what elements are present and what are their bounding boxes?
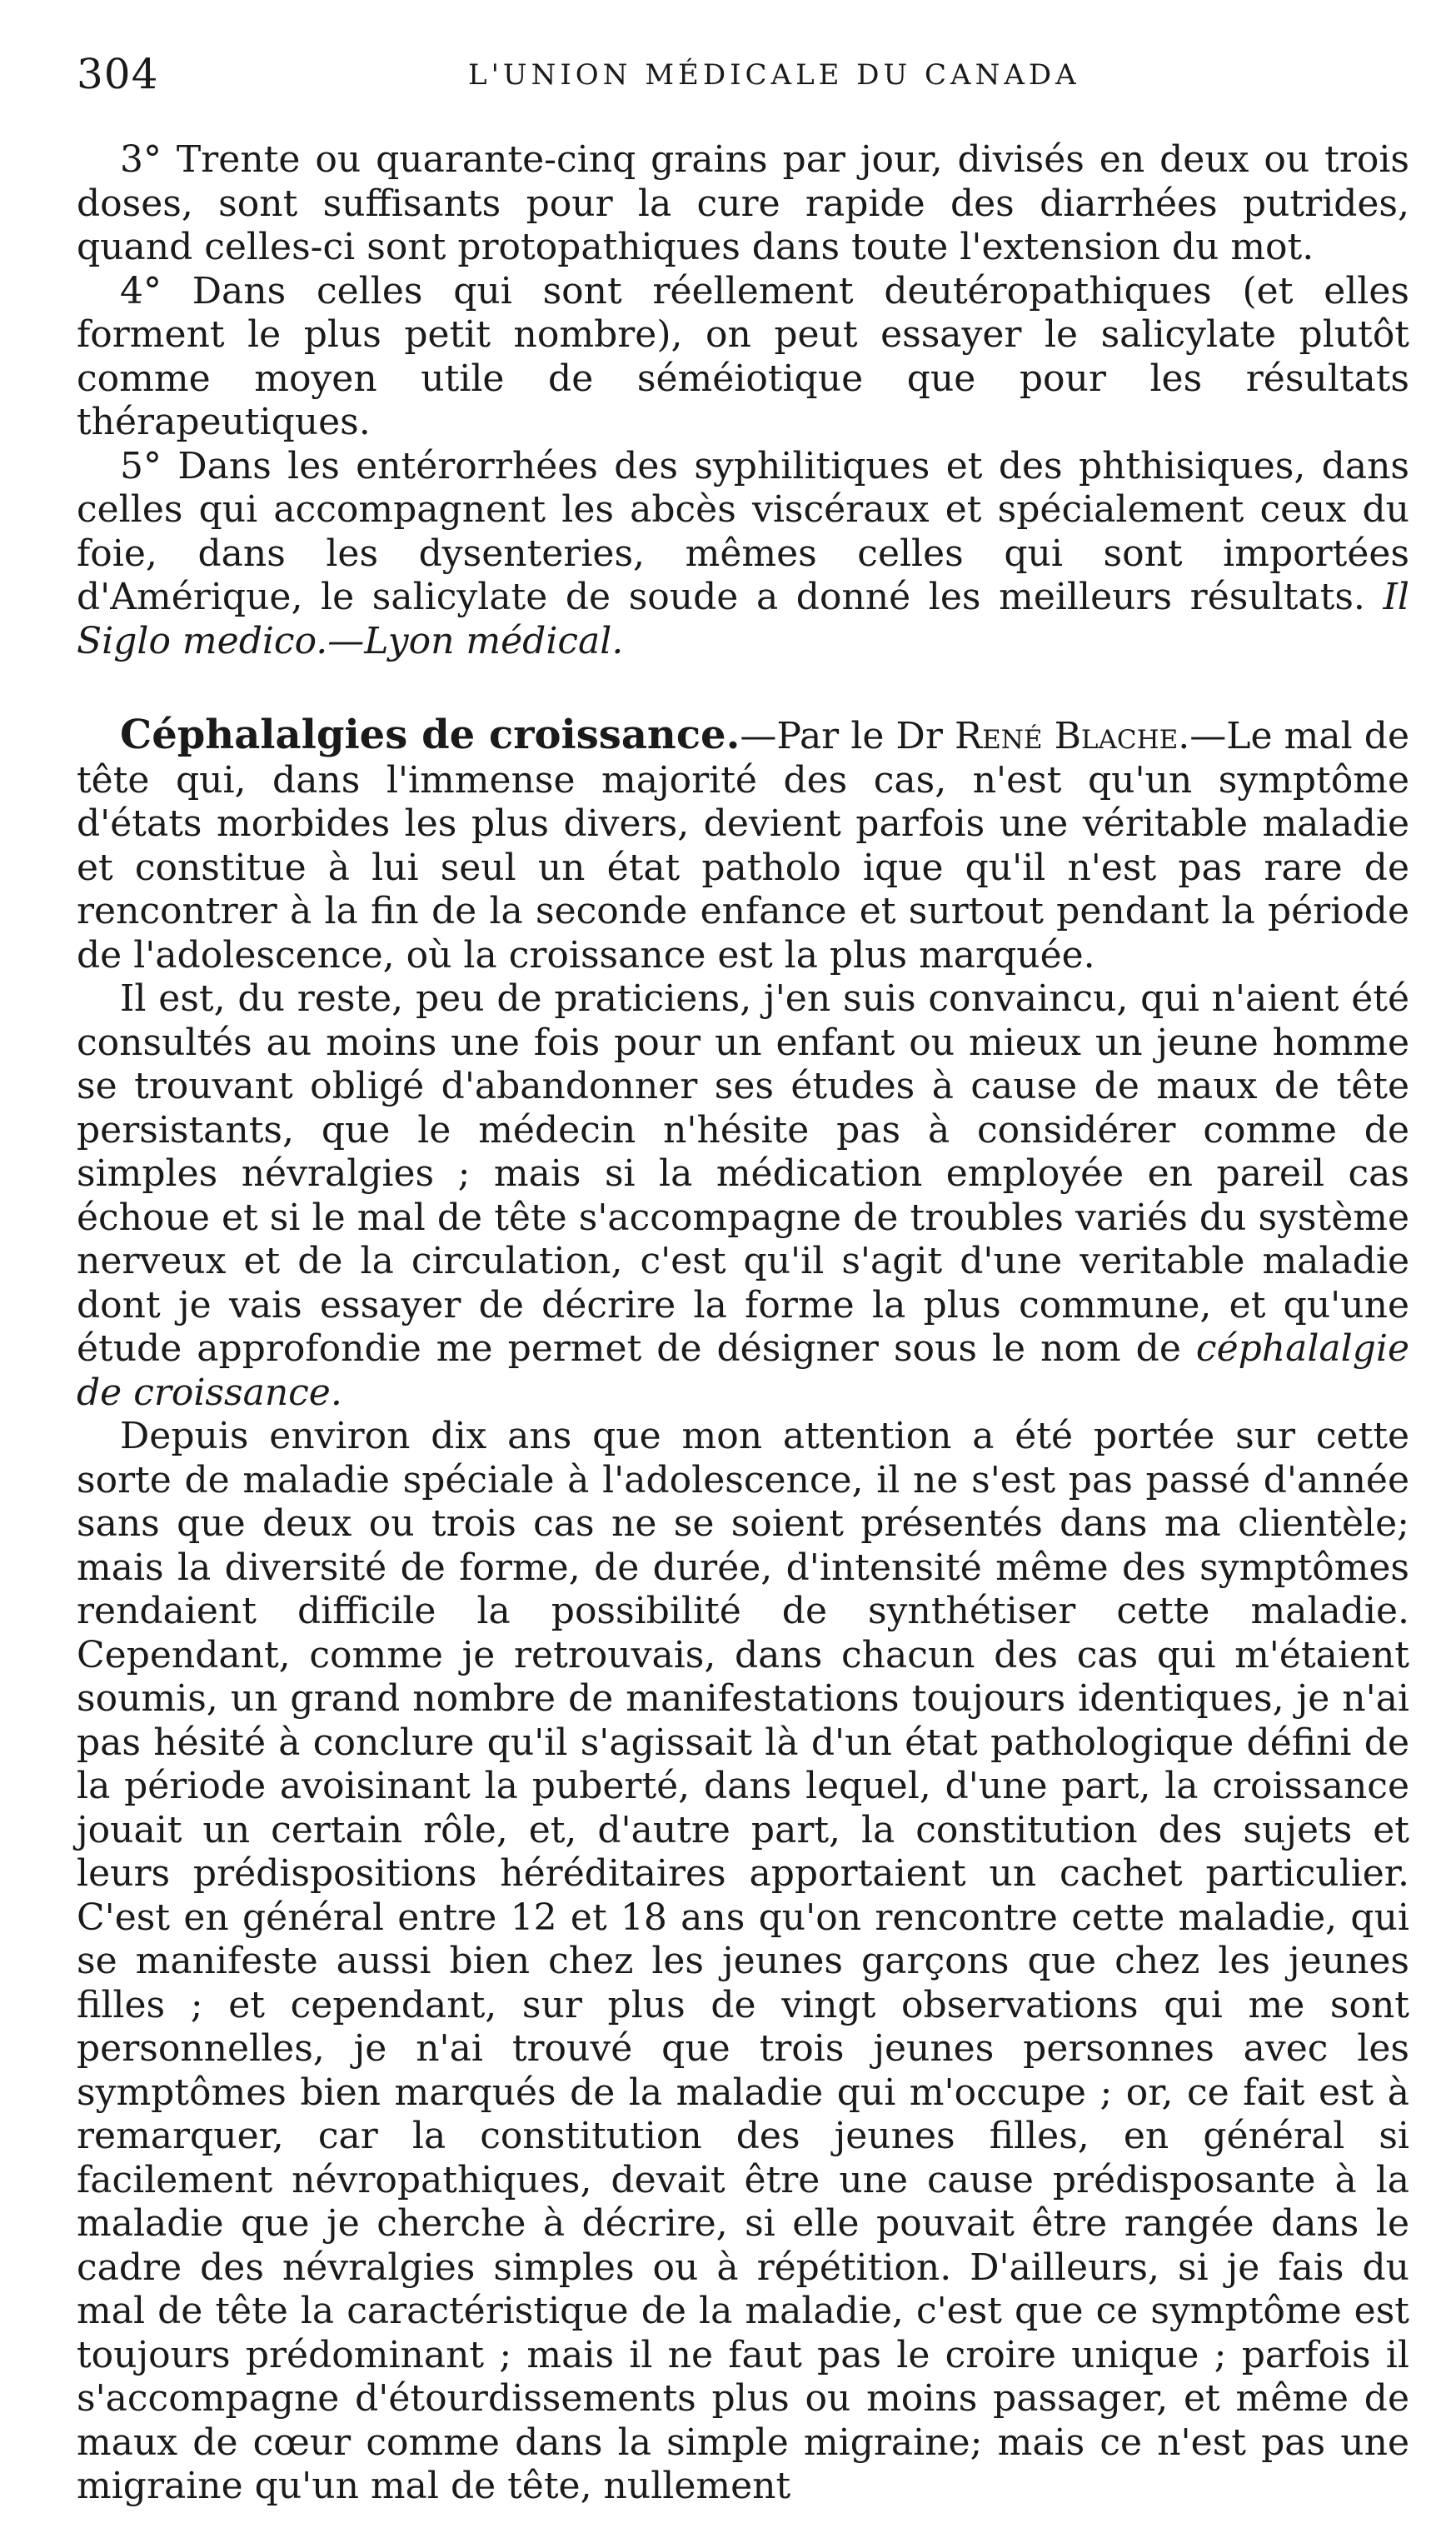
byline-prefix: —Par le Dr (740, 715, 955, 757)
article-intro-paragraph (77, 713, 1409, 977)
paragraph-observations: Depuis environ dix ans que mon attention a été portée sur cette sorte de maladie spéciale à l'adolescence, il ne s'est pas passé d'année sans que deux ou trois cas ne se soient présentés dans ma clientèle; mais la diversité de forme, de durée, d'intensité même des symptômes rendaient difficile la possibilité de synthétiser cette maladie. Cependant, comme je retrouvais, dans chacun des cas qui m'étaient soumis, un grand nombre de manifestations toujours identiques, je n'ai pas hésité à conclure qu'il s'agissait là d'un état pathologique défini de la période avoisinant la puberté, dans lequel, d'une part, la croissance jouait un certain rôle, et, d'autre part, la constitution des sujets et leurs prédispositions héréditaires apportaient un cachet particulier. C'est en général entre 12 et 18 ans qu'on rencontre cette maladie, qui se manifeste aussi bien chez les jeunes garçons que chez les jeunes filles ; et cependant, sur plus de vingt observations qui me sont personnelles, je n'ai trouvé que trois jeunes personnes avec les symptômes bien marqués de la maladie qui m'occupe ; or, ce fait est à remarquer, car la constitution des jeunes filles, en général si facilement névropathiques, devait être une cause prédisposante à la maladie que je cherche à décrire, si elle pouvait être rangée dans le cadre des névralgies simples ou à répétition. D'ailleurs, si je fais du mal de tête la caractéristique de la maladie, c'est que ce symptôme est toujours prédominant ; mais il ne faut pas le croire unique ; parfois il s'accompagne d'étourdissements plus ou moins passager, et même de maux de cœur comme dans la simple migraine; mais ce n'est pas une migraine qu'un mal de tête, nullement (77, 1415, 1409, 2507)
article-title: Céphalalgies de croissance. (120, 712, 740, 758)
section-spacer (77, 663, 1409, 713)
page-header (77, 50, 1409, 108)
page-number: 304 (77, 50, 159, 98)
paragraph-point-5 (77, 445, 1409, 664)
paragraph-point-3: 3° Trente ou quarante-cinq grains par jour, divisés en deux ou trois doses, sont suffisants pour la cure rapide des diarrhées putrides, quand celles-ci sont protopathiques dans toute l'extension du mot. (77, 138, 1409, 268)
intro-text: —Le mal de tête qui, dans l'immense majorité des cas, n'est qu'un symptôme d'états morbides les plus divers, devient parfois une véritable maladie et constitue à lui seul un état patholo ique qu'il n'est pas rare de rencontrer à la fin de la seconde enfance et surtout pendant la période de l'adolescence, où la croissance est la plus marquée. (77, 715, 1409, 977)
article-salicylate-conclusions (77, 138, 1409, 663)
article-cephalalgies (77, 713, 1409, 2509)
point-5-text: 5° Dans les entérorrhées des syphilitiques et des phthisiques, dans celles qui accompagnent les abcès viscéraux et spécialement ceux du foie, dans les dysenteries, mêmes celles qui sont importées d'Amérique, le salicylate de soude a donné les meilleurs résultats. (77, 444, 1409, 618)
source-citation: Il Siglo medico.—Lyon médical. (77, 576, 1409, 662)
disease-term: céphalalgie de croissance. (77, 1327, 1409, 1414)
author-name: René Blache. (954, 715, 1190, 757)
paragraph-point-4: 4° Dans celles qui sont réellement deutéropathiques (et elles forment le plus petit nombre), on peut essayer le salicylate plutôt comme moyen utile de séméiotique que pour les résultats thérapeutiques. (77, 269, 1409, 443)
journal-page (77, 50, 1409, 2509)
running-head: L'UNION MÉDICALE DU CANADA (468, 58, 1080, 92)
paragraph-practitioners-text: Il est, du reste, peu de praticiens, j'en suis convaincu, qui n'aient été consultés au moins une fois pour un enfant ou mieux un jeune homme se trouvant obligé d'abandonner ses études à cause de maux de tête persistants, que le médecin n'hésite pas à considérer comme de simples névralgies ; mais si la médication employée en pareil cas échoue et si le mal de tête s'accompagne de troubles variés du système nerveux et de la circulation, c'est qu'il s'agit d'une veritable maladie dont je vais essayer de décrire la forme la plus commune, et qu'une étude approfondie me permet de désigner sous le nom de (77, 977, 1409, 1370)
paragraph-practitioners (77, 977, 1409, 1415)
